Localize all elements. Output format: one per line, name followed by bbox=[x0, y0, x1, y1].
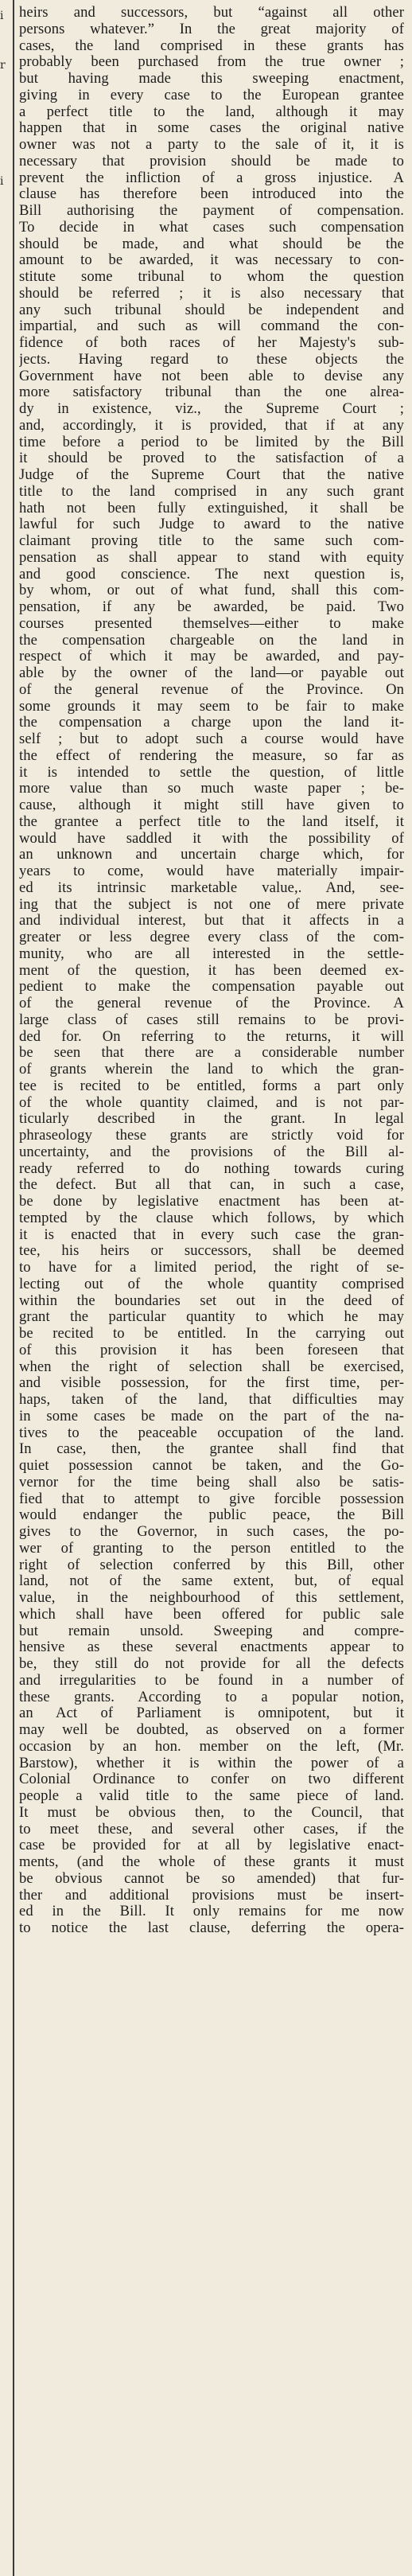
text-line: and visible possession, for the first time, per- bbox=[19, 1375, 404, 1392]
text-line: it is enacted that in every such case the gran- bbox=[19, 1226, 404, 1243]
gutter-mark bbox=[0, 190, 11, 207]
text-line: phraseology these grants are strictly void for bbox=[19, 1128, 404, 1144]
text-line: ready referred to do nothing towards curing bbox=[19, 1160, 404, 1177]
text-line: Colonial Ordinance to confer on two different bbox=[19, 1771, 404, 1788]
text-line: tempted by the clause which follows, by which bbox=[19, 1210, 404, 1226]
text-line: amount to be awarded, it was necessary to con- bbox=[19, 252, 404, 269]
text-line: tives to the peaceable occupation of the land. bbox=[19, 1424, 404, 1441]
text-line: lecting out of the whole quantity comprised bbox=[19, 1276, 404, 1292]
column-rule bbox=[13, 0, 14, 2576]
text-line: giving in every case to the European grantee bbox=[19, 87, 404, 103]
text-line: clause has therefore been introduced into the bbox=[19, 186, 404, 203]
text-line: be done by legislative enactment has been at- bbox=[19, 1194, 404, 1210]
text-line: Bill authorising the payment of compensation. bbox=[19, 203, 404, 219]
text-line: be recited to be entitled. In the carrying out bbox=[19, 1326, 404, 1342]
gutter-mark bbox=[0, 140, 11, 157]
text-line: tee is recited to be entitled, forms a part only bbox=[19, 1078, 404, 1094]
text-line: quiet possession cannot be taken, and the Go- bbox=[19, 1458, 404, 1474]
text-line: and good conscience. The next question is, bbox=[19, 566, 404, 583]
text-line: ed its intrinsic marketable value,. And, see- bbox=[19, 879, 404, 896]
gutter-mark bbox=[0, 223, 11, 240]
text-line: ed in the Bill. It only remains for me now bbox=[19, 1904, 404, 1920]
gutter-mark: i bbox=[0, 10, 4, 22]
text-line: large class of cases still remains to be provi- bbox=[19, 1011, 404, 1028]
text-line: claimant proving title to the same such com- bbox=[19, 533, 404, 549]
gutter-mark bbox=[0, 422, 11, 438]
text-line: people a valid title to the same piece of land. bbox=[19, 1788, 404, 1804]
gutter-mark bbox=[0, 107, 11, 124]
text-line: pensation as shall appear to stand with equity bbox=[19, 549, 404, 566]
gutter-mark bbox=[0, 455, 11, 472]
text-line: by whom, or out of what fund, shall this com- bbox=[19, 583, 404, 599]
text-line: within the boundaries set out in the deed of bbox=[19, 1292, 404, 1309]
text-line: dy in existence, viz., the Supreme Court ; bbox=[19, 401, 404, 417]
text-line: hath not been fully extinguished, it shall be bbox=[19, 500, 404, 516]
text-line: the grantee a perfect title to the land itself, it bbox=[19, 813, 404, 830]
gutter-mark bbox=[0, 157, 11, 173]
text-line: some grounds it may seem to be fair to make bbox=[19, 698, 404, 715]
text-line: be seen that there are a considerable number bbox=[19, 1045, 404, 1062]
article-column bbox=[19, 5, 404, 1937]
text-line: it should be proved to the satisfaction of a bbox=[19, 450, 404, 467]
text-line: persons whatever.” In the great majority of bbox=[19, 21, 404, 37]
gutter-mark bbox=[0, 438, 11, 455]
text-line: to have for a limited period, the right of se- bbox=[19, 1260, 404, 1276]
text-line: would have saddled it with the possibility of bbox=[19, 830, 404, 847]
gutter-mark bbox=[0, 25, 11, 41]
text-line: but having made this sweeping enactment, bbox=[19, 71, 404, 87]
text-line: of grants wherein the land to which the gran- bbox=[19, 1062, 404, 1078]
gutter-mark bbox=[0, 405, 11, 422]
text-line: case be provided for at all by legislative enact- bbox=[19, 1837, 404, 1854]
gutter-mark: i bbox=[0, 174, 4, 188]
text-line: land, not of the same extent, but, of equal bbox=[19, 1573, 404, 1590]
text-line: able by the owner of the land—or payable out bbox=[19, 665, 404, 681]
text-line: pensation, if any be awarded, be paid. Two bbox=[19, 599, 404, 615]
text-line: jects. Having regard to these objects the bbox=[19, 351, 404, 368]
text-line: and, accordingly, it is provided, that if at any bbox=[19, 417, 404, 434]
gutter-mark bbox=[0, 372, 11, 389]
text-line: lawful for such Judge to award to the native bbox=[19, 516, 404, 533]
text-line: respect of which it may be awarded, and pay- bbox=[19, 649, 404, 665]
text-line: of the whole quantity claimed, and is not par- bbox=[19, 1094, 404, 1111]
text-line: heirs and successors, but “against all other bbox=[19, 5, 404, 21]
text-line: of the general revenue of the Province. A bbox=[19, 996, 404, 1011]
text-line: right of selection conferred by this Bill, other bbox=[19, 1557, 404, 1573]
text-line: ing that the subject is not one of mere private bbox=[19, 896, 404, 913]
text-line: and irregularities to be found in a number of bbox=[19, 1672, 404, 1689]
text-line: uncertainty, and the provisions of the Bill al- bbox=[19, 1144, 404, 1160]
text-line: happen that in some cases the original native bbox=[19, 120, 404, 137]
text-line: any such tribunal should be independent and bbox=[19, 302, 404, 318]
text-line: fied that to attempt to give forcible possession bbox=[19, 1491, 404, 1507]
text-line: should be made, and what should be the bbox=[19, 236, 404, 252]
text-line: when the right of selection shall be exercised, bbox=[19, 1358, 404, 1375]
text-line: the defect. But all that can, in such a case, bbox=[19, 1177, 404, 1194]
text-line: occasion by an hon. member on the left, (Mr. bbox=[19, 1738, 404, 1755]
text-line: ticularly described in the grant. In legal bbox=[19, 1111, 404, 1128]
text-line: Barstow), whether it is within the power of a bbox=[19, 1755, 404, 1771]
text-line: it is intended to settle the question, of little bbox=[19, 764, 404, 781]
text-line: be, they still do not provide for all the defects bbox=[19, 1656, 404, 1672]
text-line: grant the particular quantity to which he may bbox=[19, 1309, 404, 1326]
text-line: the effect of rendering the measure, so far as bbox=[19, 747, 404, 764]
text-line: probably been purchased from the true owner ; bbox=[19, 54, 404, 71]
gutter-mark bbox=[0, 356, 11, 372]
gutter-mark bbox=[0, 322, 11, 339]
text-line: stitute some tribunal to whom the question bbox=[19, 269, 404, 285]
text-line: Government have not been able to devise any bbox=[19, 368, 404, 384]
gutter-mark bbox=[0, 471, 11, 488]
text-line: tee, his heirs or successors, shall be deemed bbox=[19, 1243, 404, 1260]
text-line: ther and additional provisions must be insert- bbox=[19, 1887, 404, 1904]
text-line: the compensation a charge upon the land it- bbox=[19, 715, 404, 731]
text-line: gives to the Governor, in such cases, the po- bbox=[19, 1524, 404, 1540]
text-line: ments, (and the whole of these grants it must bbox=[19, 1854, 404, 1870]
text-line: should be referred ; it is also necessary that bbox=[19, 285, 404, 302]
text-line: years to come, would have materially impair- bbox=[19, 863, 404, 879]
text-line: owner was not a party to the sale of it, it is bbox=[19, 137, 404, 153]
text-line: of this provision it has been foreseen that bbox=[19, 1342, 404, 1358]
text-line: self ; but to adopt such a course would have bbox=[19, 731, 404, 747]
text-line: pedient to make the compensation payable out bbox=[19, 979, 404, 996]
text-line: It must be obvious then, to the Council, that bbox=[19, 1804, 404, 1821]
left-gutter-fragments bbox=[0, 0, 11, 2576]
text-line: to notice the last clause, deferring the opera- bbox=[19, 1920, 404, 1936]
text-line: be obvious cannot be so amended) that fur- bbox=[19, 1870, 404, 1887]
text-line: would endanger the public peace, the Bill bbox=[19, 1507, 404, 1524]
text-line: more value than so much waste paper ; be- bbox=[19, 781, 404, 797]
text-line: haps, taken of the land, that difficulties may bbox=[19, 1392, 404, 1408]
text-line: value, in the neighbourhood of this settlement, bbox=[19, 1590, 404, 1606]
gutter-mark bbox=[0, 256, 11, 273]
text-line: may well be doubted, as observed on a former bbox=[19, 1722, 404, 1738]
text-line: which shall have been offered for public sale bbox=[19, 1606, 404, 1623]
text-line: To decide in what cases such compensation bbox=[19, 219, 404, 236]
text-line: time before a period to be limited by the Bill bbox=[19, 434, 404, 450]
gutter-mark bbox=[0, 240, 11, 256]
text-line: more satisfactory tribunal than the one alrea- bbox=[19, 384, 404, 401]
text-line: an unknown and uncertain charge which, for bbox=[19, 847, 404, 863]
text-line: ded for. On referring to the returns, it will bbox=[19, 1028, 404, 1045]
gutter-mark bbox=[0, 74, 11, 91]
text-line: courses presented themselves—either to make bbox=[19, 615, 404, 632]
text-line: In case, then, the grantee shall find that bbox=[19, 1441, 404, 1458]
gutter-mark bbox=[0, 306, 11, 322]
text-line: cases, the land comprised in these grants has bbox=[19, 37, 404, 54]
text-line: a perfect title to the land, although it may bbox=[19, 103, 404, 120]
text-line: impartial, and such as will command the con- bbox=[19, 318, 404, 335]
text-line: the compensation chargeable on the land in bbox=[19, 632, 404, 649]
text-line: cause, although it might still have given to bbox=[19, 797, 404, 813]
text-line: but remain unsold. Sweeping and compre- bbox=[19, 1623, 404, 1639]
gutter-mark bbox=[0, 41, 11, 58]
text-line: and individual interest, but that it affects in a bbox=[19, 913, 404, 929]
text-line: ment of the question, it has been deemed ex- bbox=[19, 962, 404, 979]
text-line: in some cases be made on the part of the na- bbox=[19, 1408, 404, 1424]
gutter-mark bbox=[0, 388, 11, 405]
text-line: an Act of Parliament is omnipotent, but it bbox=[19, 1705, 404, 1722]
gutter-mark bbox=[0, 290, 11, 306]
gutter-mark: r bbox=[0, 59, 6, 72]
gutter-mark bbox=[0, 339, 11, 356]
text-line: Judge of the Supreme Court that the native bbox=[19, 467, 404, 483]
text-line: vernor for the time being shall also be satis- bbox=[19, 1474, 404, 1491]
text-line: to meet these, and several other cases, if the bbox=[19, 1821, 404, 1837]
text-line: title to the land comprised in any such grant bbox=[19, 483, 404, 500]
text-line: wer of granting to the person entitled to the bbox=[19, 1540, 404, 1557]
text-line: prevent the infliction of a gross injustice. A bbox=[19, 170, 404, 186]
gutter-mark bbox=[0, 124, 11, 141]
text-line: greater or less degree every class of the com- bbox=[19, 929, 404, 945]
text-line: munity, who are all interested in the settle- bbox=[19, 945, 404, 962]
gutter-mark bbox=[0, 273, 11, 290]
gutter-mark bbox=[0, 91, 11, 107]
text-line: of the general revenue of the Province. On bbox=[19, 681, 404, 698]
text-line: necessary that provision should be made to bbox=[19, 153, 404, 170]
text-line: these grants. According to a popular notion, bbox=[19, 1689, 404, 1705]
gutter-mark bbox=[0, 207, 11, 224]
text-line: hensive as these several enactments appear to bbox=[19, 1639, 404, 1656]
text-line: fidence of both races of her Majesty's sub- bbox=[19, 335, 404, 351]
